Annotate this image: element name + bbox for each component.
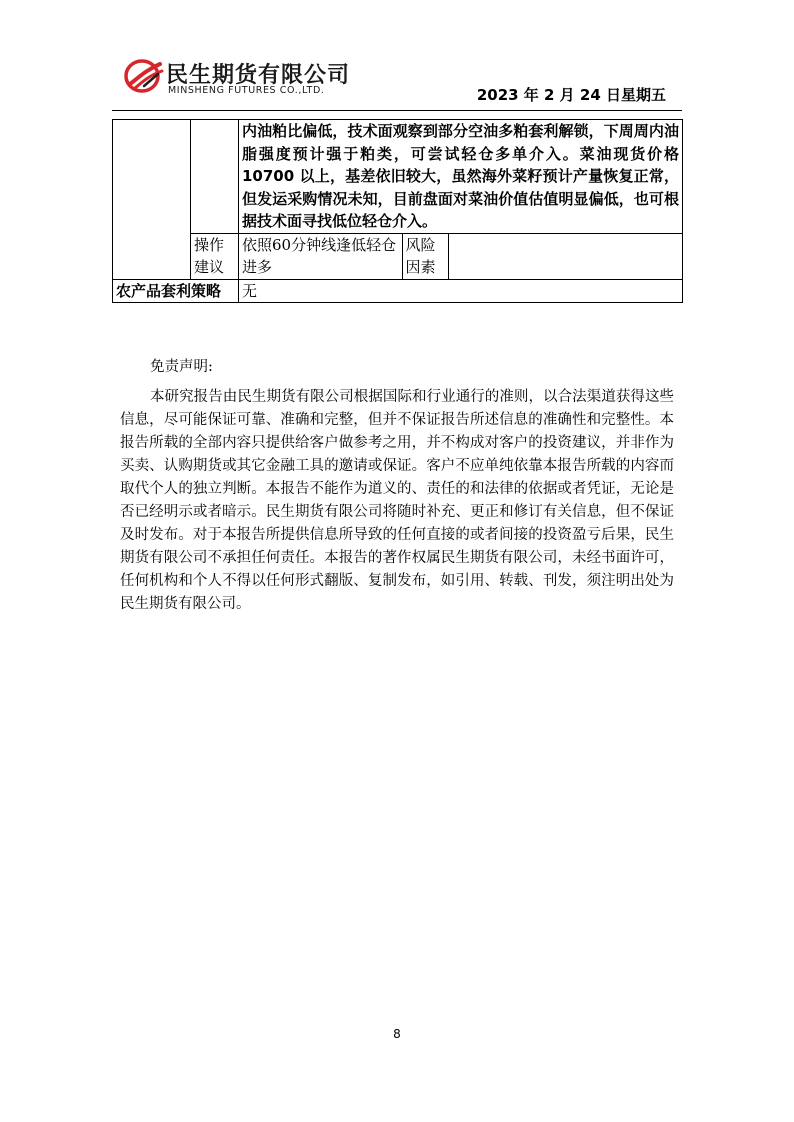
table-row [113,279,683,303]
strategy-label: 农产品套利策略 [113,279,239,303]
header-divider [112,110,682,111]
disclaimer-section [120,356,674,616]
disclaimer-body: 本研究报告由民生期货有限公司根据国际和行业通行的准则，以合法渠道获得这些信息，尽可能保证可靠、准确和完整，但并不保证报告所述信息的准确性和完整性。本报告所载的全部内容只提供给客户做参考之用，并不构成对客户的投资建议，并非作为买卖、认购期货或其它金融工具的邀请或保证。客户不应单纯依靠本报告所载的内容而取代个人的独立判断。本报告不能作为道义的、责任的和法律的依据或者凭证，无论是否已经明示或者暗示。民生期货有限公司将随时补充、更正和修订有关信息，但不保证及时发布。对于本报告所提供信息所导致的任何直接的或者间接的投资盈亏后果，民生期货有限公司不承担任何责任。本报告的著作权属民生期货有限公司，未经书面许可，任何机构和个人不得以任何形式翻版、复制发布，如引用、转载、刊发，须注明出处为民生期货有限公司。 [120,389,674,612]
operation-row-cell [239,233,683,279]
table-row [113,233,683,279]
report-date: 2023 年 2 月 24 日星期五 [476,86,666,104]
operation-inner-table [239,234,682,279]
risk-label: 风险因素 [402,234,448,279]
strategy-table [112,119,683,303]
operation-label: 操作建议 [191,233,239,279]
company-logo [124,56,364,100]
company-name-en: MINSHENG FUTURES CO.,LTD. [168,85,325,96]
company-name-cn: 民生期货有限公司 [166,63,351,88]
empty-subcategory-cell [191,120,239,234]
strategy-value: 无 [239,279,683,303]
page-number: 8 [393,1027,401,1041]
risk-value [448,234,682,279]
page-header [0,0,794,120]
table-row [113,120,683,234]
table-row [239,234,682,279]
analysis-text: 内油粕比偏低，技术面观察到部分空油多粕套利解锁，下周周内油脂强度预计强于粕类，可尝试轻仓多单介入。菜油现货价格 10700 以上，基差依旧较大，虽然海外菜籽预计产量恢复正常，但发运采购情况未知，目前盘面对菜油价值估值明显偏低，也可根据技术面寻找低位轻仓介入。 [239,120,683,234]
disclaimer-title: 免责声明: [150,359,213,375]
empty-category-cell [113,120,191,280]
operation-value: 依照60分钟线逢低轻仓进多 [239,234,402,279]
minsheng-logo-icon [124,56,164,96]
